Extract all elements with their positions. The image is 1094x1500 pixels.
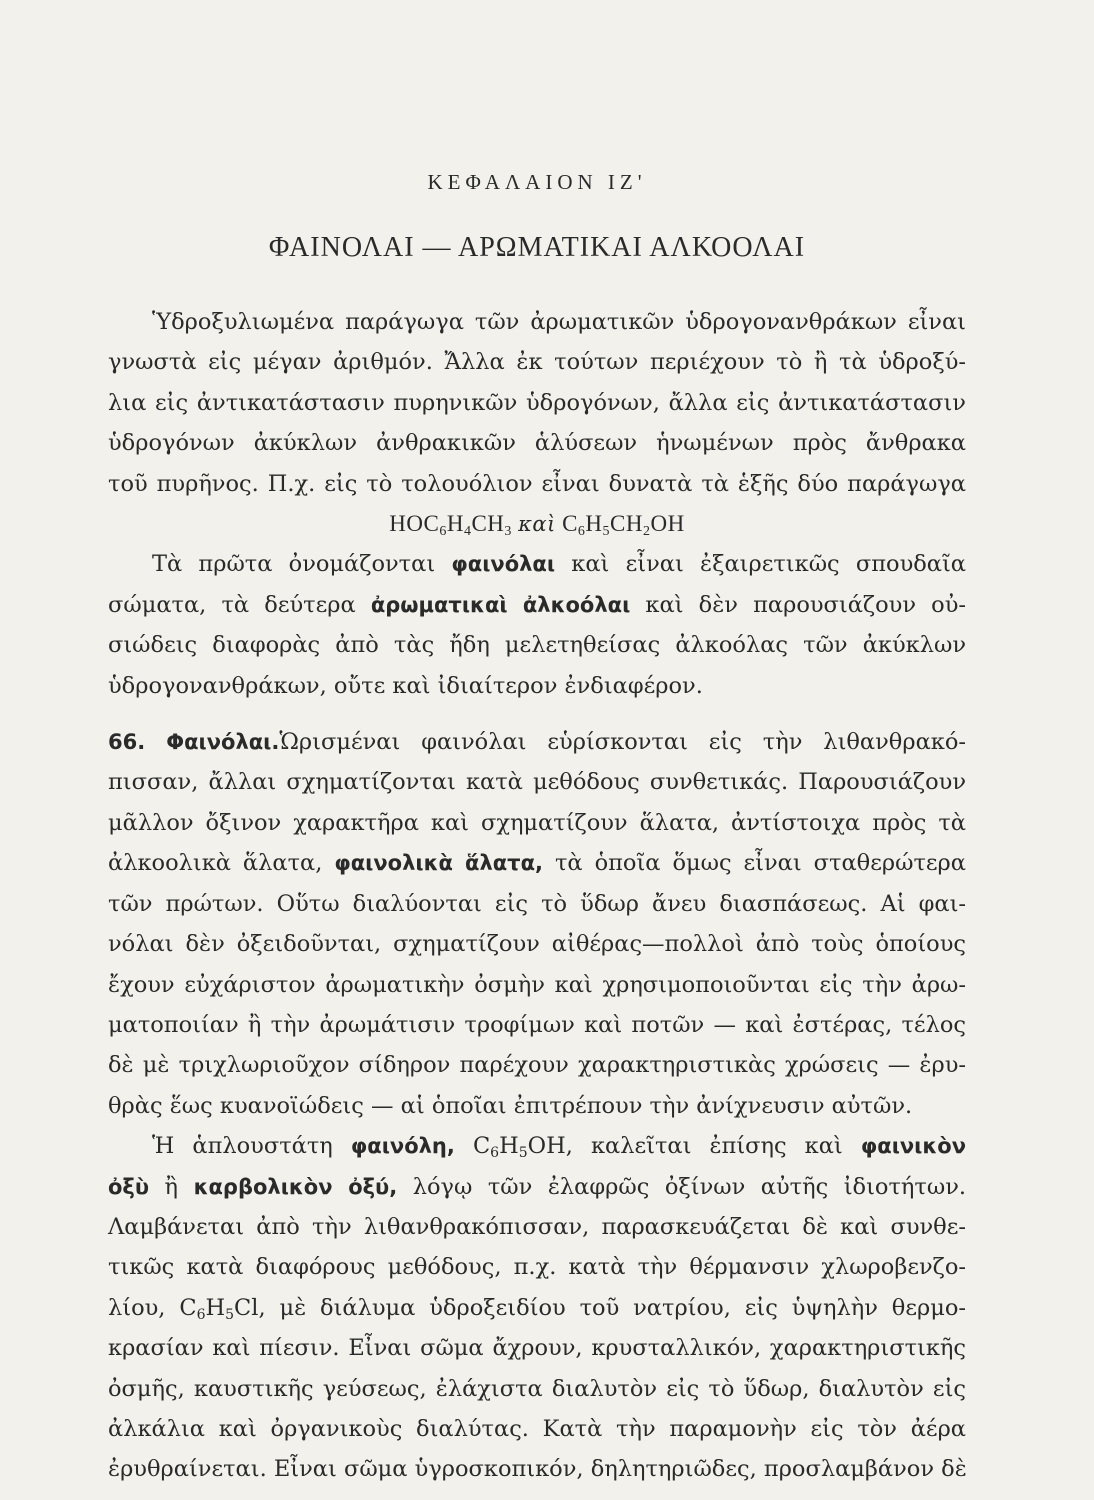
bold-term: καρβολικὸν ὀξύ, [193,1174,398,1199]
text-line: τοῦ πυρῆνος. Π.χ. εἰς τὸ τολουόλιον εἶναι δυνατὰ τὰ ἑξῆς δύο παράγωγα [108,470,966,497]
text-line: τῶν πρώτων. Οὕτω διαλύονται εἰς τὸ ὕδωρ ἄνευ διασπάσεως. Αἱ φαι- [108,890,966,917]
text-line: ὀξὺ ἢ καρβολικὸν ὀξύ, λόγῳ τῶν ἐλαφρῶς ὀξίνων αὐτῆς ἰδιοτήτων. [108,1173,967,1200]
text-line: ἀλκοολικὰ ἅλατα, φαινολικὰ ἅλατα, τὰ ὁποῖα ὅμως εἶναι σταθερώτερα [108,850,966,877]
text-line: ἐρυθραίνεται. Εἶναι σῶμα ὑγροσκοπικόν, δηλητηριῶδες, προσλαμβάνον δὲ [108,1456,967,1483]
bold-term: ἀρωματικαὶ ἀλκοόλαι [370,592,631,617]
text-line: ὑδρογονανθράκων, οὔτε καὶ ἰδιαίτερον ἐνδιαφέρον. [108,672,703,699]
text-line: ὑδρογόνων ἀκύκλων ἀνθρακικῶν ἁλύσεων ἡνωμένων πρὸς ἄνθρακα [108,430,966,457]
text-line: λίου, $C_6H_5Cl$, μὲ διάλυμα ὑδροξειδίου τοῦ νατρίου, εἰς ὑψηλὴν θερμο- [108,1294,966,1323]
text-line: ὀσμῆς, καυστικῆς γεύσεως, ἐλάχιστα διαλυτὸν εἰς τὸ ὕδωρ, διαλυτὸν εἰς [108,1375,966,1402]
text-line: γνωστὰ εἰς μέγαν ἀριθμόν. Ἄλλα ἐκ τούτων περιέχουν τὸ ἢ τὰ ὑδροξύ- [108,349,966,376]
text-line: ἀλκάλια καὶ ὀργανικοὺς διαλύτας. Κατὰ τὴν παραμονὴν εἰς τὸν ἀέρα [108,1415,966,1442]
body-text [108,302,966,1490]
text-line: ματοποιίαν ἢ τὴν ἀρωμάτισιν τροφίμων καὶ ποτῶν — καὶ ἐστέρας, τέλος [108,1011,966,1038]
text-line: θρὰς ἕως κυανοϊώδεις — αἱ ὁποῖαι ἐπιτρέπουν τὴν ἀνίχνευσιν αὐτῶν. [108,1092,913,1119]
bold-term: φαινόλαι [451,552,556,577]
text-line: σιώδεις διαφορὰς ἀπὸ τὰς ἤδη μελετηθείσας ἀλκοόλας τῶν ἀκύκλων [108,632,966,659]
text-line: τικῶς κατὰ διαφόρους μεθόδους, π.χ. κατὰ τὴν θέρμανσιν χλωροβενζο- [108,1254,966,1281]
bold-term: φαινόλη, [350,1134,455,1159]
bold-term: ὀξὺ [108,1174,150,1199]
text-line: κρασίαν καὶ πίεσιν. Εἶναι σῶμα ἄχρουν, κρυσταλλικόν, χαρακτηριστικῆς [108,1335,966,1362]
text-line: δὲ μὲ τριχλωριοῦχον σίδηρον παρέχουν χαρακτηριστικὰς χρώσεις — ἐρυ- [108,1052,966,1079]
text-line: σώματα, τὰ δεύτερα ἀρωματικαὶ ἀλκοόλαι καὶ δὲν παρουσιάζουν οὐ- [108,591,966,618]
section-heading: 66. Φαινόλαι. [108,730,280,755]
text-line: ἔχουν εὐχάριστον ἀρωματικὴν ὀσμὴν καὶ χρησιμοποιοῦνται εἰς τὴν ἀρω- [108,971,966,998]
text-line: Λαμβάνεται ἀπὸ τὴν λιθανθρακόπισσαν, παρασκευάζεται δὲ καὶ συνθε- [108,1213,966,1240]
text-line: νόλαι δὲν ὀξειδοῦνται, σχηματίζουν αἰθέρας—πολλοὶ ἀπὸ τοὺς ὁποίους [108,931,966,958]
text-line: πισσαν, ἄλλαι σχηματίζονται κατὰ μεθόδους συνθετικάς. Παρουσιάζουν [108,769,966,796]
bold-term: φαινολικὰ ἅλατα, [334,851,543,876]
text-line: 66. Φαινόλαι.Ὡρισμέναι φαινόλαι εὑρίσκονται εἰς τὴν λιθανθρακό- [108,729,966,756]
text-line: Τὰ πρῶτα ὀνομάζονται φαινόλαι καὶ εἶναι ἐξαιρετικῶς σπουδαῖα [152,551,966,578]
chemical-formula: $HOC_6H_4CH_3$ καὶ $C_6H_5CH_2OH$ [389,511,685,540]
chapter-title: ΦΑΙΝΟΛΑΙ — ΑΡΩΜΑΤΙΚΑΙ ΑΛΚΟΟΛΑΙ [268,232,806,263]
text-line: λια εἰς ἀντικατάστασιν πυρηνικῶν ὑδρογόνων, ἄλλα εἰς ἀντικατάστασιν [108,389,966,416]
text-line: Ὑδροξυλιωμένα παράγωγα τῶν ἀρωματικῶν ὑδρογονανθράκων εἶναι [152,309,966,335]
bold-term: φαινικὸν [860,1134,967,1159]
text-line: Ἡ ἁπλουστάτη φαινόλη, $C_6H_5OH$, καλεῖται ἐπίσης καὶ φαινικὸν [152,1133,967,1162]
text-line: μᾶλλον ὄξινον χαρακτῆρα καὶ σχηματίζουν ἅλατα, ἀντίστοιχα πρὸς τὰ [108,809,966,836]
chapter-heading: ΚΕΦΑΛΑΙΟΝ ΙΖ' [427,170,647,194]
page [108,0,966,1500]
